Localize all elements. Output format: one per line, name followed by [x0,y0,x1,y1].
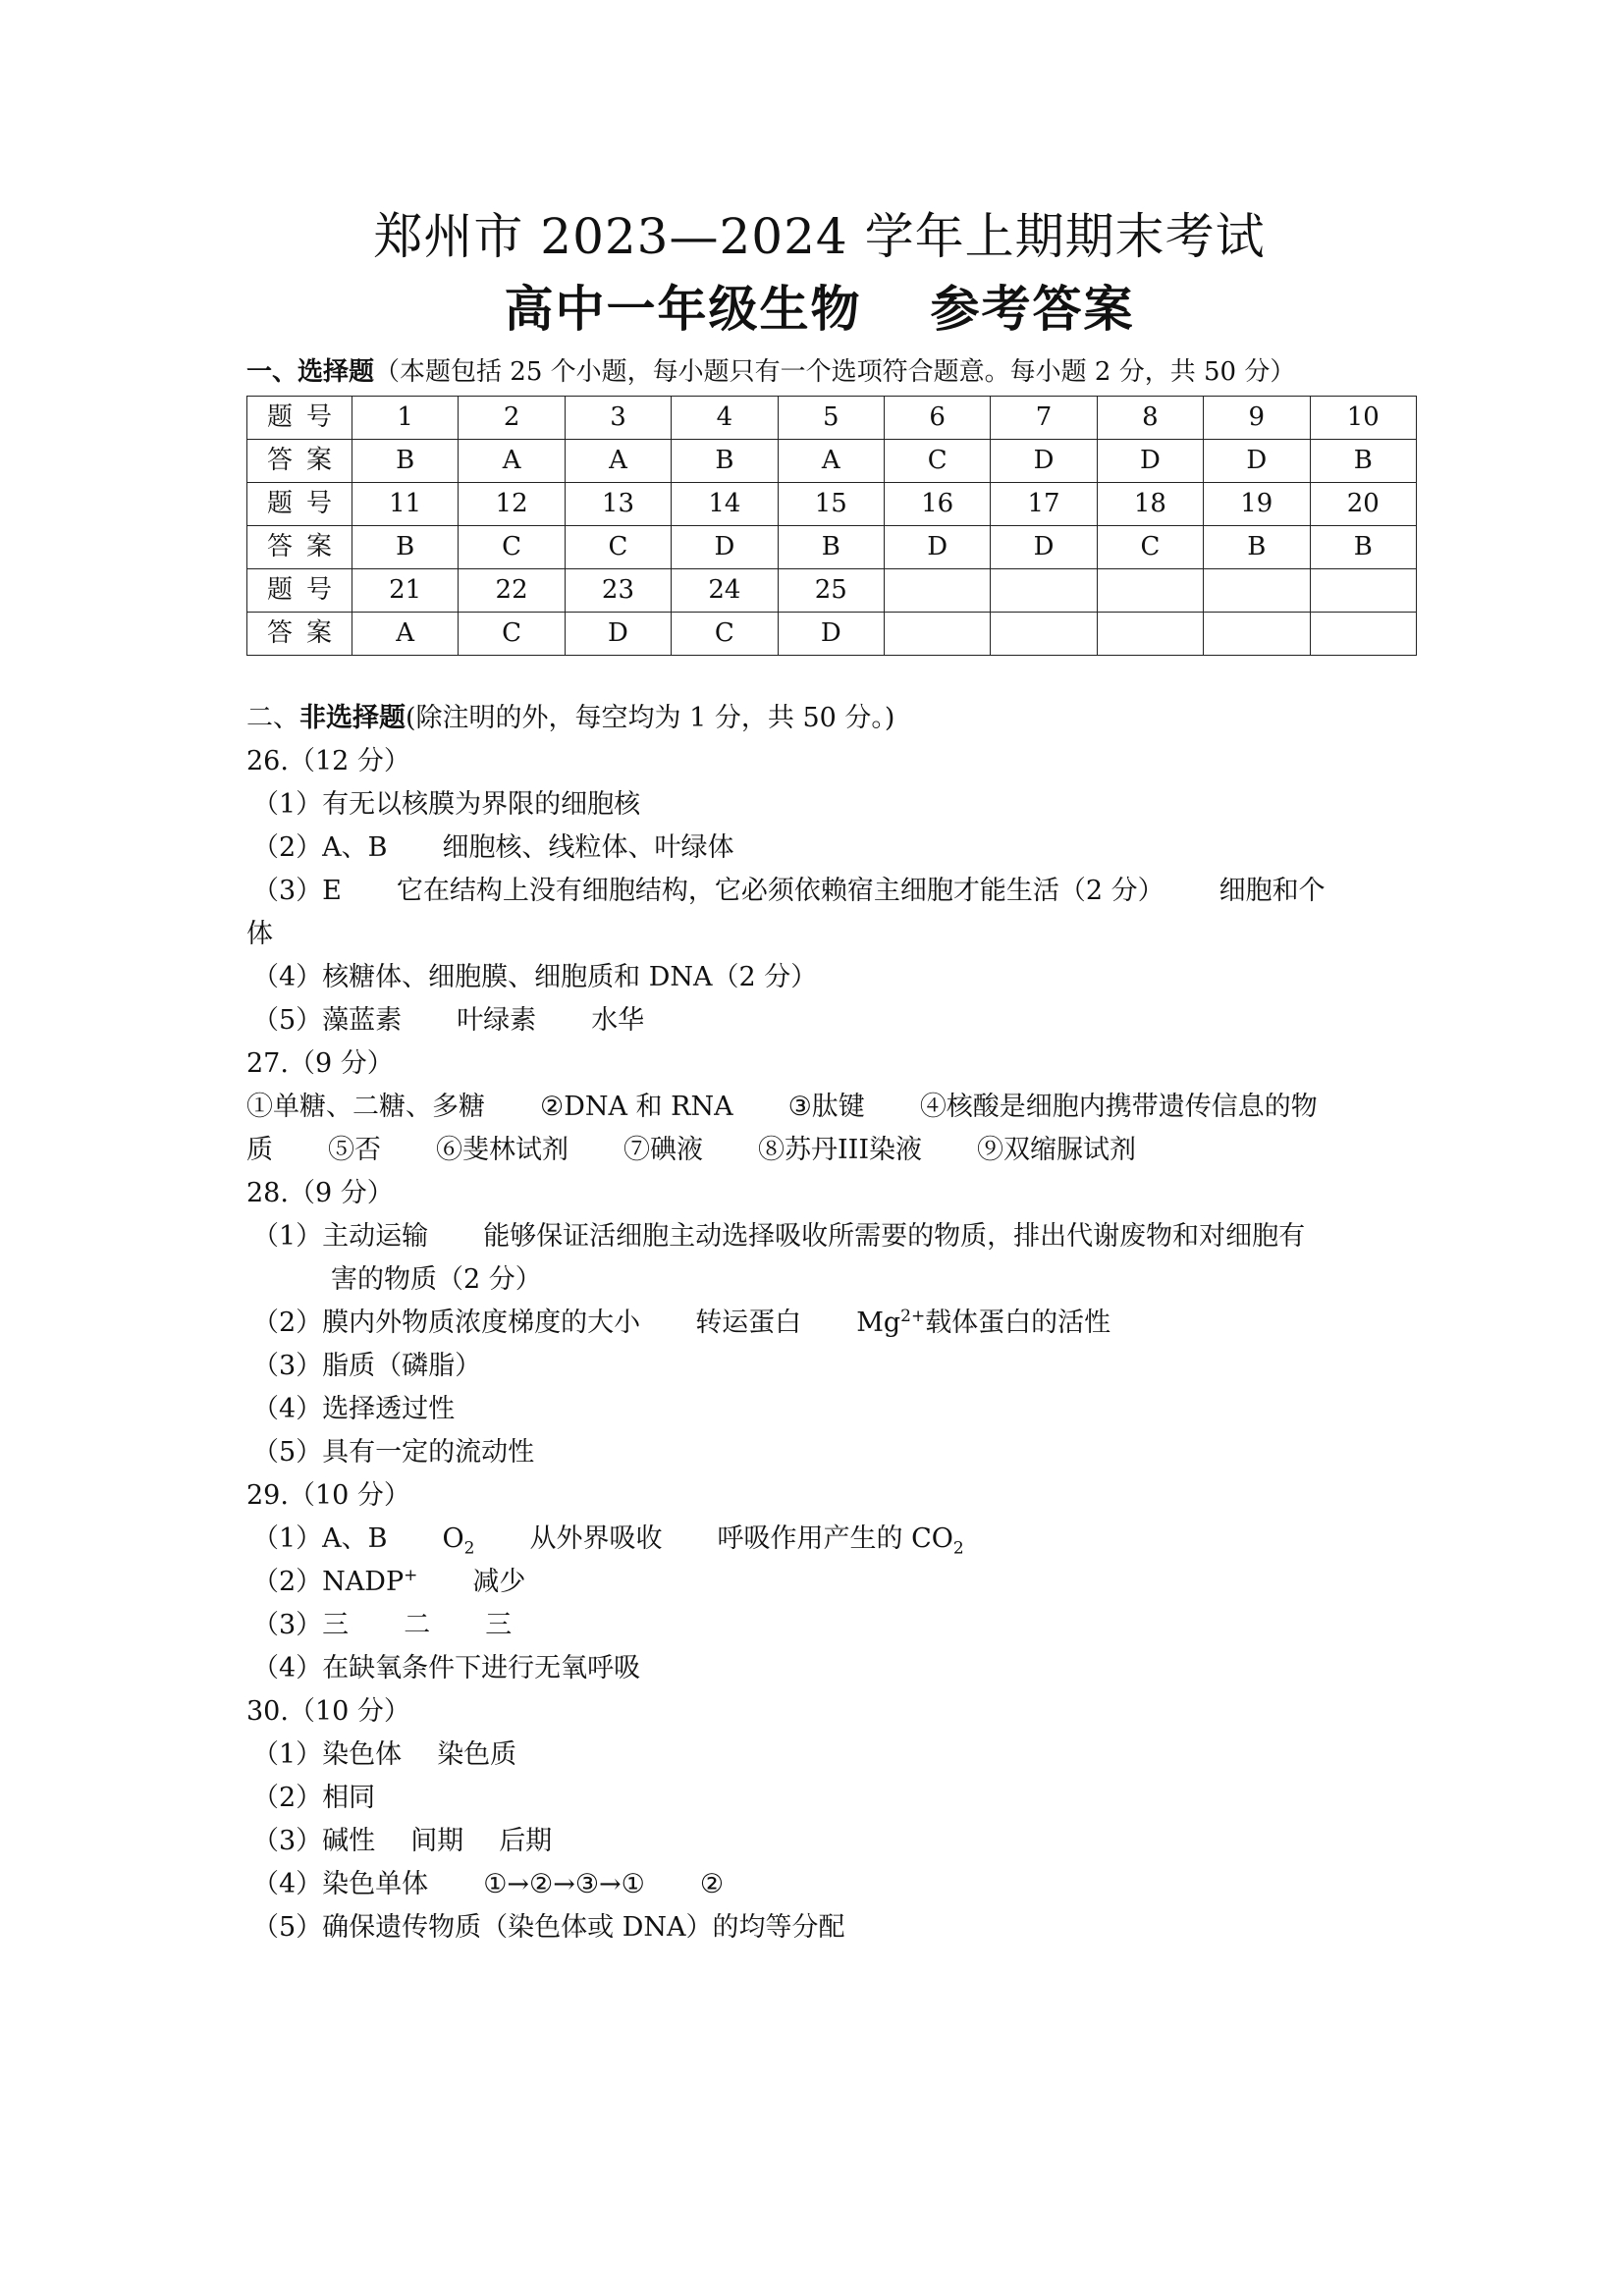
q28-answer-1-cont: 害的物质（2 分） [331,1264,542,1295]
answer-cell: C [884,440,990,483]
number-cell: 16 [884,483,990,526]
section1-label: 一、选择题 [246,357,375,387]
number-cell: 1 [352,397,459,440]
page-subtitle [246,274,1392,345]
answer-cell: D [1097,440,1203,483]
number-cell: 21 [352,569,459,613]
answer-cell: D [672,526,778,569]
row-header-number: 题号 [247,483,352,526]
answer-cell: A [459,440,565,483]
number-cell: 5 [778,397,884,440]
q26-answer-3: （3）E 它在结构上没有细胞结构，它必须依赖宿主细胞才能生活（2 分） 细胞和个 [252,876,1326,906]
q29-answer-3: （3）三 二 三 [252,1610,513,1640]
q30-answer-3: （3）碱性 间期 后期 [252,1826,553,1856]
number-cell: 7 [991,397,1097,440]
subtitle-subject: 高中一年级生物 [504,280,862,338]
section1-heading [246,352,1392,392]
number-cell [884,569,990,613]
q30-answer-5: （5）确保遗传物质（染色体或 DNA）的均等分配 [252,1912,845,1943]
number-cell: 14 [672,483,778,526]
number-cell: 12 [459,483,565,526]
answer-cell [1097,613,1203,656]
answer-cell: C [1097,526,1203,569]
answer-cell: C [672,613,778,656]
answer-cell: D [778,613,884,656]
q28-answer-3: （3）脂质（磷脂） [252,1351,482,1381]
number-cell: 15 [778,483,884,526]
answer-cell: B [1310,440,1416,483]
answer-cell: A [778,440,884,483]
number-cell: 2 [459,397,565,440]
answer-cell: B [778,526,884,569]
table-row-answer [247,613,1417,656]
q26-answer-2: （2）A、B 细胞核、线粒体、叶绿体 [252,832,734,863]
answer-cell: C [459,526,565,569]
answer-cell: A [565,440,671,483]
section2-label: 非选择题 [299,703,406,733]
q28-heading: 28.（9 分） [246,1178,394,1208]
answer-cell: A [352,613,459,656]
q29-answer-2: （2）NADP+ 减少 [252,1566,526,1597]
answer-cell [991,613,1097,656]
answer-cell: B [352,440,459,483]
q28-answer-4: （4）选择透过性 [252,1394,456,1424]
table-row-number [247,569,1417,613]
answer-cell: B [352,526,459,569]
table-row-number [247,397,1417,440]
q27-heading: 27.（9 分） [246,1048,394,1079]
section2 [246,697,1392,1949]
q30-answer-2: （2）相同 [252,1783,376,1813]
q28-answer-1: （1）主动运输 能够保证活细胞主动选择吸收所需要的物质，排出代谢废物和对细胞有 [252,1221,1306,1252]
section2-note: (除注明的外，每空均为 1 分，共 50 分。) [406,703,895,733]
q26-answer-3-cont: 体 [246,919,273,949]
number-cell: 24 [672,569,778,613]
number-cell: 4 [672,397,778,440]
answer-cell: D [991,440,1097,483]
number-cell: 22 [459,569,565,613]
number-cell [991,569,1097,613]
number-cell: 11 [352,483,459,526]
answer-cell: B [672,440,778,483]
number-cell: 9 [1204,397,1310,440]
answer-cell: C [459,613,565,656]
answer-cell: D [565,613,671,656]
q28-answer-2: （2）膜内外物质浓度梯度的大小 转运蛋白 $Mg^{2+}$载体蛋白的活性 [252,1307,1111,1338]
answer-cell: D [991,526,1097,569]
q27-answer-1: ①单糖、二糖、多糖 ②DNA 和 RNA ③肽键 ④核酸是细胞内携带遗传信息的物 [246,1092,1318,1122]
number-cell: 10 [1310,397,1416,440]
row-header-answer: 答案 [247,440,352,483]
q29-answer-4: （4）在缺氧条件下进行无氧呼吸 [252,1653,641,1683]
q30-answer-1: （1）染色体 染色质 [252,1739,517,1770]
number-cell: 19 [1204,483,1310,526]
answer-table [246,396,1417,656]
number-cell: 23 [565,569,671,613]
row-header-answer: 答案 [247,613,352,656]
number-cell: 6 [884,397,990,440]
table-row-number [247,483,1417,526]
answer-cell: B [1310,526,1416,569]
row-header-number: 题号 [247,569,352,613]
number-cell: 20 [1310,483,1416,526]
answer-cell [884,613,990,656]
number-cell: 25 [778,569,884,613]
answer-cell [1310,613,1416,656]
number-cell: 13 [565,483,671,526]
answer-cell: C [565,526,671,569]
row-header-number: 题号 [247,397,352,440]
answer-cell: D [884,526,990,569]
number-cell [1204,569,1310,613]
table-row-answer [247,526,1417,569]
number-cell: 17 [991,483,1097,526]
q29-heading: 29.（10 分） [246,1480,410,1511]
q30-answer-4: （4）染色单体 ①→②→③→① ② [252,1869,725,1899]
q30-heading: 30.（10 分） [246,1696,410,1727]
q26-answer-4: （4）核糖体、细胞膜、细胞质和 DNA（2 分） [252,962,818,992]
section1-note: （本题包括 25 个小题，每小题只有一个选项符合题意。每小题 2 分，共 50 分） [374,357,1296,387]
answer-cell [1204,613,1310,656]
q29-answer-1: （1）A、B $O_2$ 从外界吸收 呼吸作用产生的 $CO_2$ [252,1523,964,1559]
number-cell: 3 [565,397,671,440]
q26-answer-5: （5）藻蓝素 叶绿素 水华 [252,1005,645,1036]
answer-cell: B [1204,526,1310,569]
number-cell: 8 [1097,397,1203,440]
q28-answer-5: （5）具有一定的流动性 [252,1437,535,1468]
table-row-answer [247,440,1417,483]
number-cell: 18 [1097,483,1203,526]
q27-answer-2: 质 ⑤否 ⑥斐林试剂 ⑦碘液 ⑧苏丹III染液 ⑨双缩脲试剂 [246,1135,1136,1165]
page-title: 郑州市 2023—2024 学年上期期末考试 [373,208,1266,265]
number-cell [1310,569,1416,613]
number-cell [1097,569,1203,613]
section2-heading: 二、非选择题(除注明的外，每空均为 1 分，共 50 分。) [246,703,895,733]
q26-heading: 26.（12 分） [246,746,410,776]
q26-answer-1: （1）有无以核膜为界限的细胞核 [252,789,641,820]
answer-cell: D [1204,440,1310,483]
subtitle-answers: 参考答案 [930,280,1135,338]
row-header-answer: 答案 [247,526,352,569]
